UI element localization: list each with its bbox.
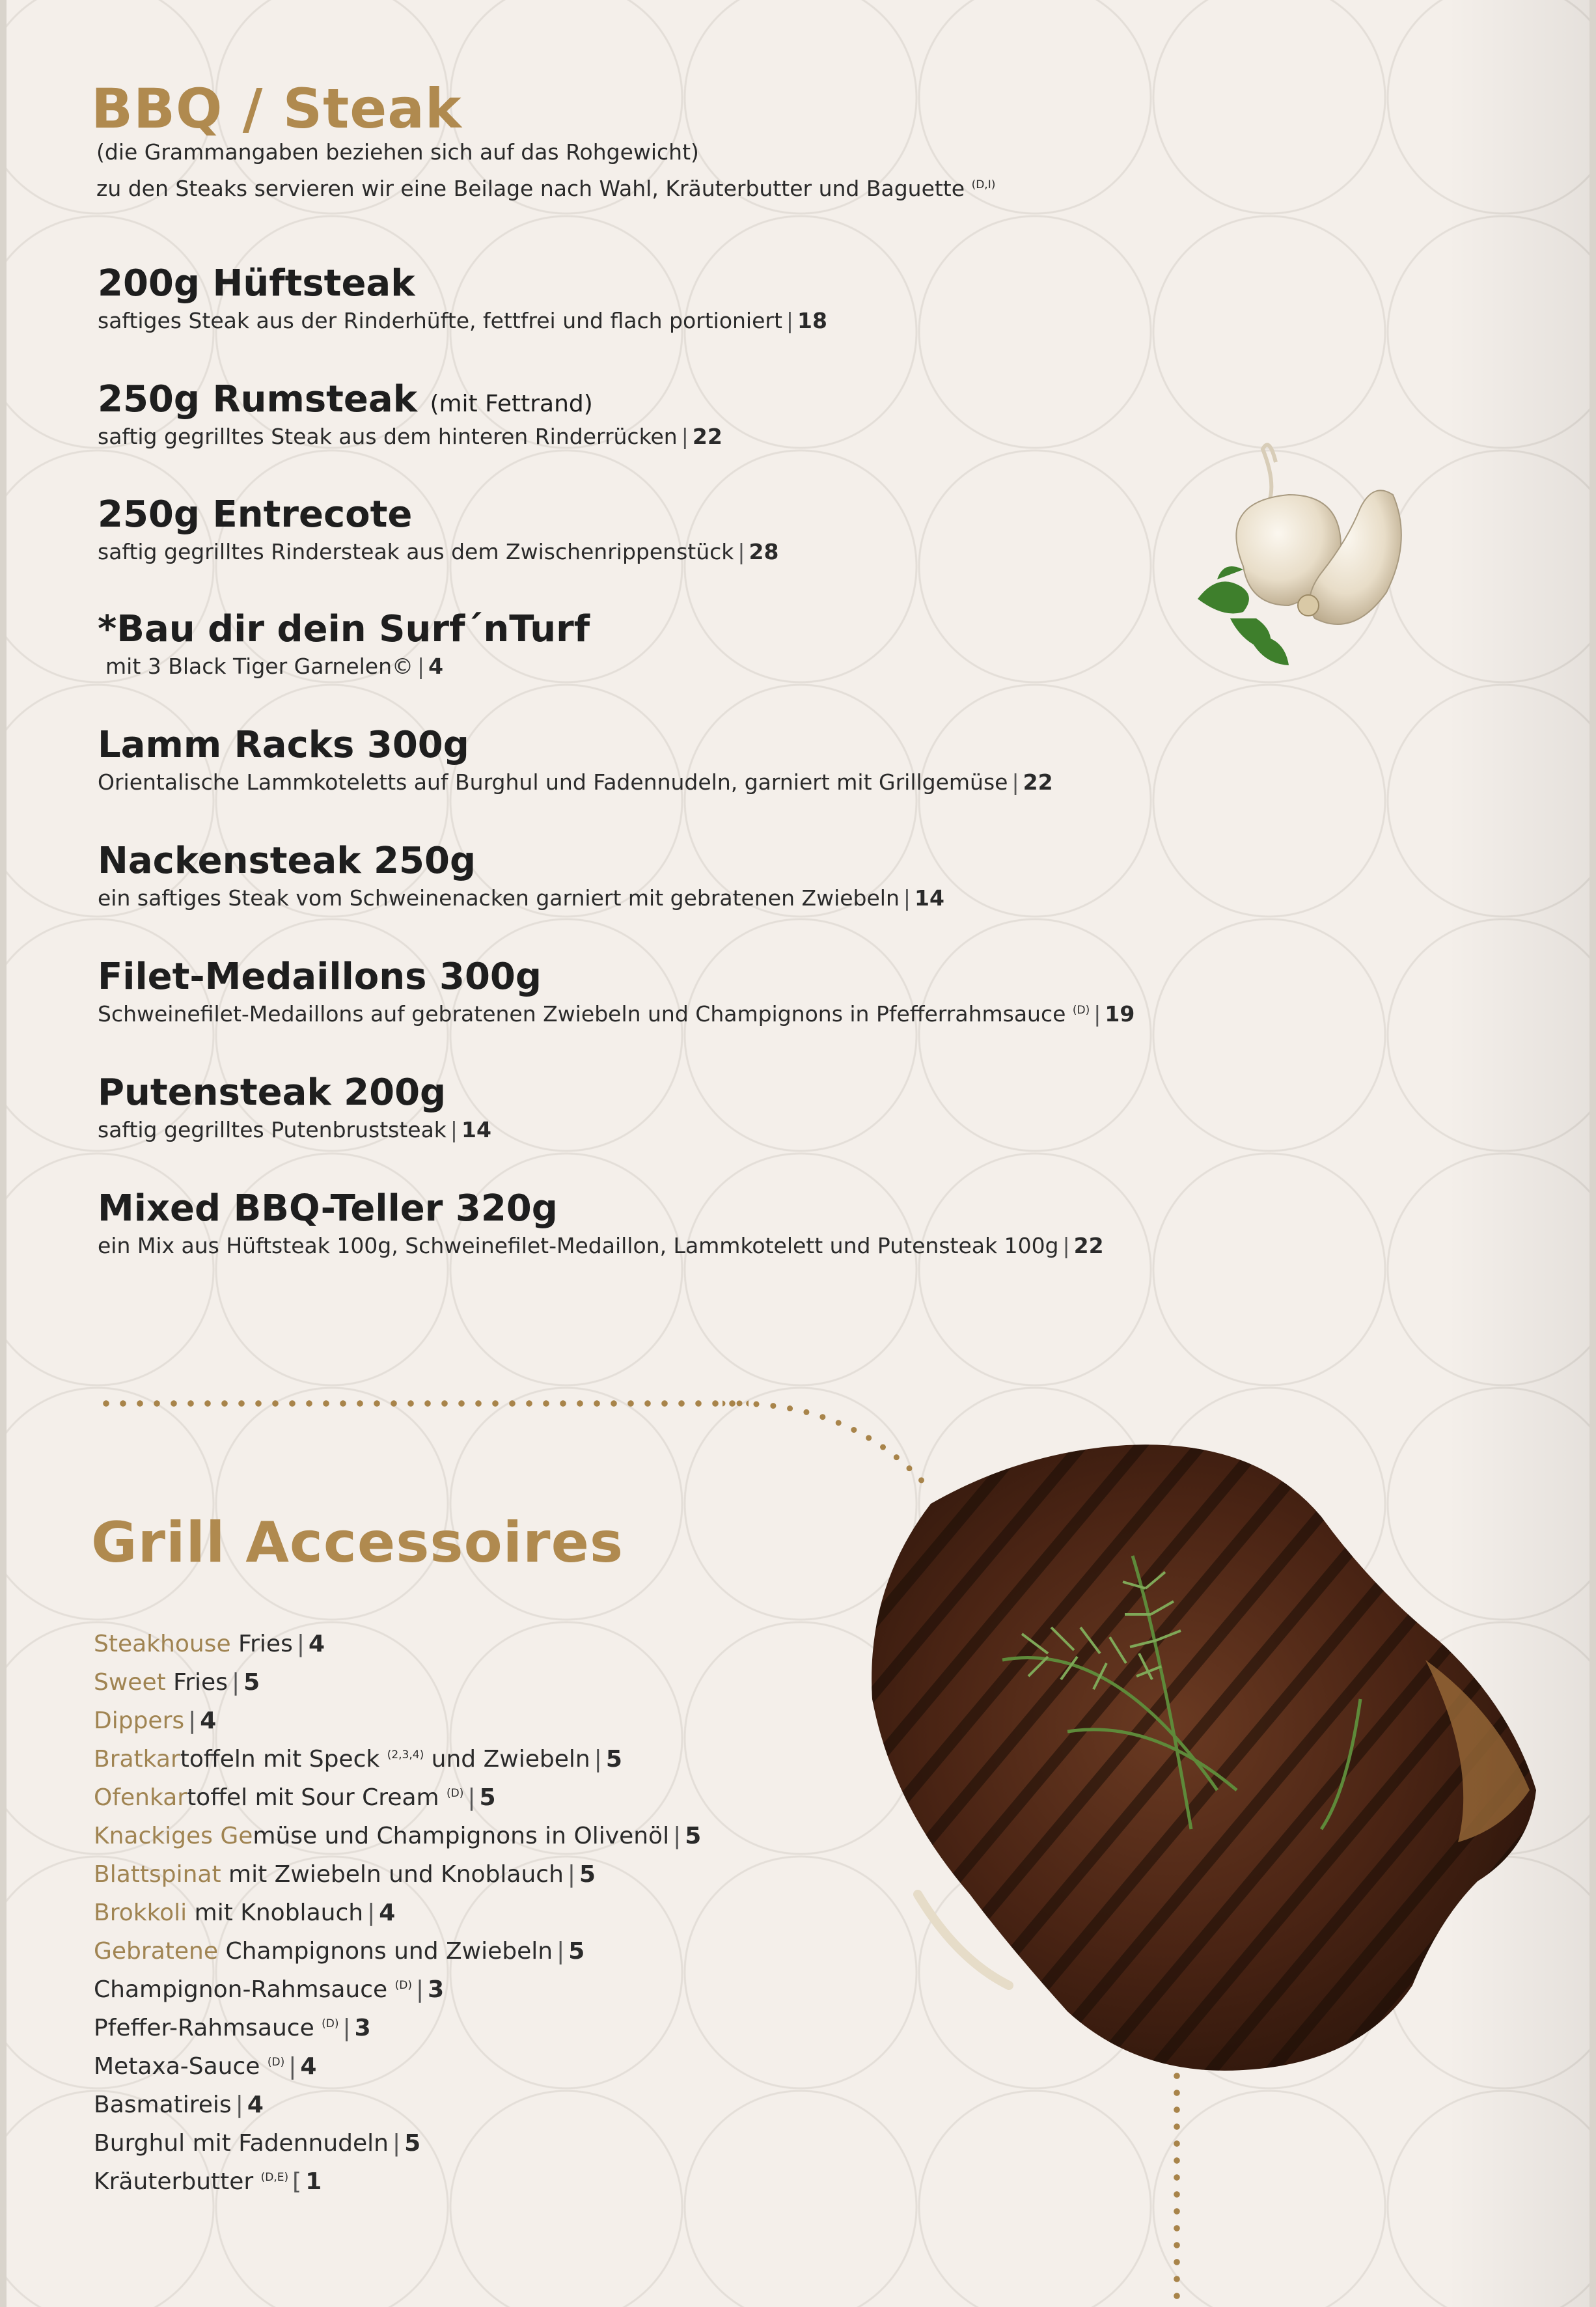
- accessories-list: [94, 1625, 701, 2201]
- dish-description: saftig gegrilltes Steak aus dem hinteren Rinderrücken | 22: [98, 423, 722, 449]
- list-item: Ofenkartoffel mit Sour Cream $^{(D)}$ | 5: [94, 1784, 496, 1811]
- dish-description: Schweinefilet-Medaillons auf gebratenen Zwiebeln und Champignons in Pfefferrahmsauce $^{(D)}$ | 19: [98, 1001, 1135, 1027]
- list-item: Bratkartoffeln mit Speck $^{(2,3,4)}$ und Zwiebeln | 5: [94, 1746, 622, 1773]
- dish-price: 18: [797, 307, 827, 333]
- list-item: Kräuterbutter $^{(D,E)}$ [ 1: [94, 2168, 322, 2195]
- dish-name: 250g Entrecote: [98, 493, 413, 536]
- dish-price: 22: [1023, 769, 1053, 795]
- garlic-illustration: [1178, 423, 1438, 684]
- dish-name: Filet-Medaillons 300g: [98, 956, 542, 998]
- dish-item: [98, 1073, 1334, 1142]
- dish-name: Mixed BBQ-Teller 320g: [98, 1187, 558, 1230]
- dish-name: *Bau dir dein Surf´nTurf: [98, 608, 590, 650]
- dish-item: [98, 264, 1334, 333]
- dish-name: Putensteak 200g: [98, 1071, 447, 1114]
- dish-item: [98, 495, 1334, 564]
- list-item: Knackiges Gemüse und Champignons in Olivenöl | 5: [94, 1823, 702, 1849]
- menu-page: [7, 0, 1589, 2307]
- dish-item: [98, 1189, 1334, 1258]
- list-item: Sweet Fries | 5: [94, 1669, 260, 1696]
- list-item: Burghul mit Fadennudeln | 5: [94, 2130, 421, 2157]
- list-item: Champignon-Rahmsauce $^{(D)}$ | 3: [94, 1976, 445, 2003]
- allergen-note: (D,I): [971, 178, 996, 191]
- list-item: Steakhouse Fries | 4: [94, 1631, 325, 1657]
- decorative-dotted-line: [98, 1400, 749, 1407]
- dish-name: 250g Rumsteak (mit Fettrand): [98, 378, 593, 421]
- list-item: Metaxa-Sauce $^{(D)}$ | 4: [94, 2053, 317, 2080]
- list-item: Basmatireis | 4: [94, 2092, 264, 2118]
- bbq-intro-weight-note: (die Grammangaben beziehen sich auf das Rohgewicht): [96, 139, 699, 165]
- dish-description: ein Mix aus Hüftsteak 100g, Schweinefilet-Medaillon, Lammkotelett und Putensteak 100g | 22: [98, 1232, 1104, 1258]
- dish-note: (mit Fettrand): [430, 391, 593, 417]
- dish-item: [98, 609, 1334, 679]
- dish-name: Nackensteak 250g: [98, 840, 476, 882]
- list-item: Pfeffer-Rahmsauce $^{(D)}$ | 3: [94, 2015, 371, 2041]
- bbq-section-title: BBQ / Steak: [91, 77, 462, 141]
- dish-price: 22: [692, 423, 722, 449]
- dish-price: 14: [461, 1116, 491, 1142]
- dish-description: saftig gegrilltes Putenbruststeak | 14: [98, 1116, 491, 1142]
- dish-price: 22: [1073, 1232, 1104, 1258]
- dish-description: saftig gegrilltes Rindersteak aus dem Zwischenrippenstück | 28: [98, 538, 779, 564]
- dish-item: [98, 841, 1334, 911]
- dish-name: Lamm Racks 300g: [98, 724, 469, 766]
- list-item: Dippers | 4: [94, 1707, 217, 1734]
- dish-price: 4: [428, 653, 444, 679]
- dish-description: ein saftiges Steak vom Schweinenacken garniert mit gebratenen Zwiebeln | 14: [98, 885, 944, 911]
- list-item: Gebratene Champignons und Zwiebeln | 5: [94, 1938, 585, 1965]
- list-item: Blattspinat mit Zwiebeln und Knoblauch | 5: [94, 1861, 596, 1888]
- list-item: Brokkoli mit Knoblauch | 4: [94, 1899, 396, 1926]
- dish-item: [98, 957, 1334, 1027]
- grill-section-title: Grill Accessoires: [91, 1510, 624, 1575]
- dish-item: [98, 725, 1334, 795]
- dish-price: 14: [915, 885, 944, 911]
- dish-price: 19: [1105, 1001, 1135, 1027]
- dish-price: 28: [749, 538, 779, 564]
- bbq-intro-sides-note: zu den Steaks servieren wir eine Beilage nach Wahl, Kräuterbutter und Baguette $^{(D,I)}$: [96, 176, 996, 201]
- grilled-steak-photo: [853, 1426, 1549, 2090]
- dish-description: mit 3 Black Tiger Garnelen© | 4: [105, 653, 444, 679]
- dish-name: 200g Hüftsteak: [98, 262, 415, 305]
- dish-description: saftiges Steak aus der Rinderhüfte, fettfrei und flach portioniert | 18: [98, 307, 827, 333]
- dish-item: [98, 380, 1334, 449]
- dish-description: Orientalische Lammkoteletts auf Burghul und Fadennudeln, garniert mit Grillgemüse | 22: [98, 769, 1053, 795]
